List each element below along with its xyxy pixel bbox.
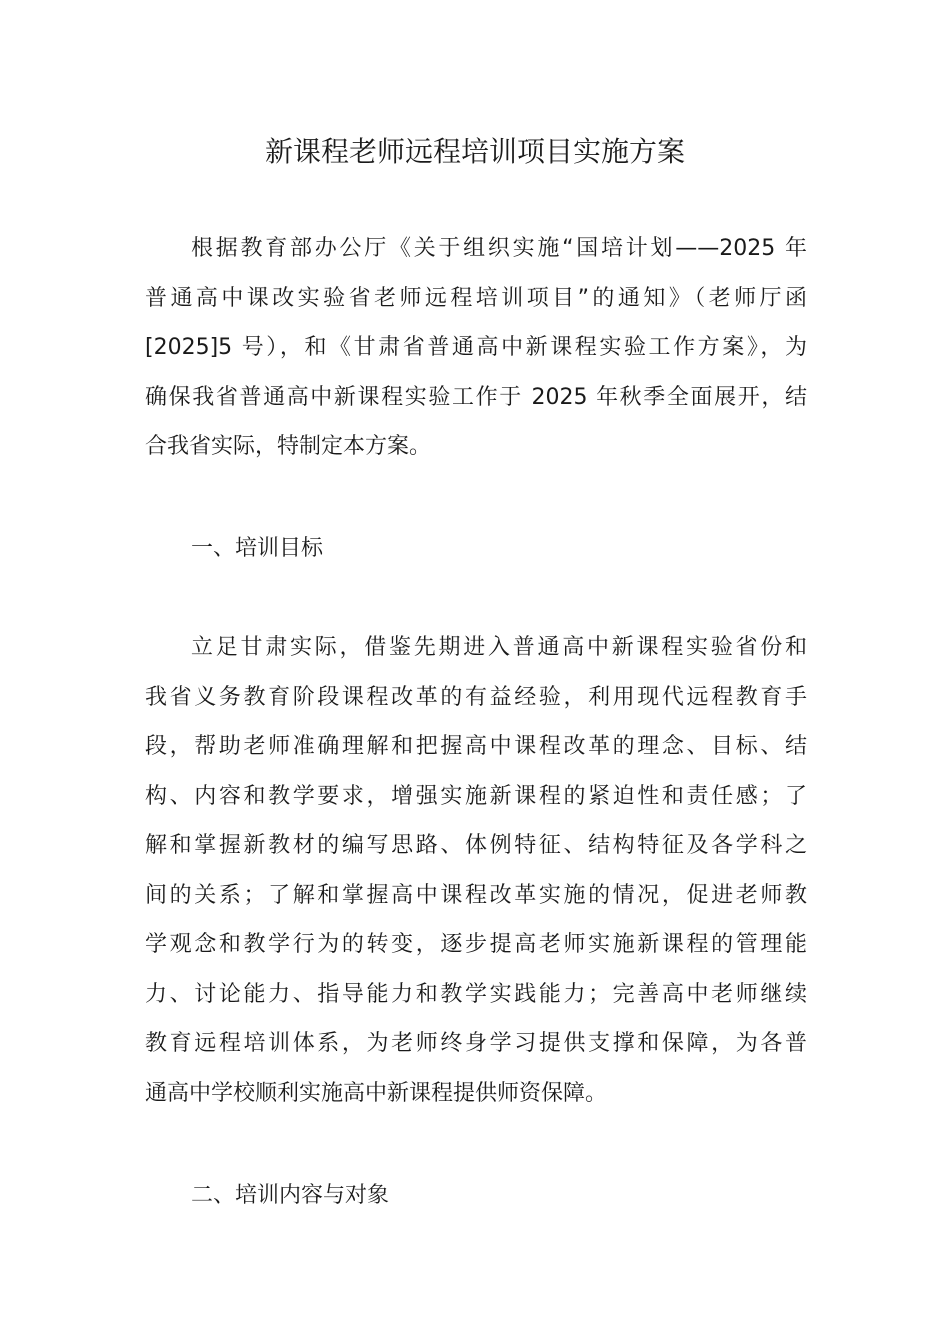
goals-line: 构、内容和教学要求，增强实施新课程的紧迫性和责任感；了 [145, 783, 807, 809]
intro-paragraph [145, 224, 807, 472]
goals-line: 力、讨论能力、指导能力和教学实践能力；完善高中老师继续 [145, 981, 807, 1007]
goals-line: 教育远程培训体系，为老师终身学习提供支撑和保障，为各普 [145, 1031, 807, 1056]
section-heading-content-and-audience: 二、培训内容与对象 [191, 1183, 390, 1208]
goals-line: 间的关系；了解和掌握高中课程改革实施的情况，促进老师教 [145, 882, 807, 908]
goals-line: 立足甘肃实际，借鉴先期进入普通高中新课程实验省份和 [191, 635, 807, 660]
goals-line: 通高中学校顺利实施高中新课程提供师资保障。 [145, 1080, 608, 1106]
goals-line: 段，帮助老师准确理解和把握高中课程改革的理念、目标、结 [145, 734, 807, 759]
goals-line: 解和掌握新教材的编写思路、体例特征、结构特征及各学科之 [145, 833, 807, 858]
intro-line: 确保我省普通高中新课程实验工作于 2025 年秋季全面展开，结 [145, 384, 807, 410]
intro-line: 普通高中课改实验省老师远程培训项目”的通知》（老师厅函 [145, 285, 807, 311]
intro-line: [2025]5 号），和《甘肃省普通高中新课程实验工作方案》，为 [145, 335, 807, 360]
intro-line: 根据教育部办公厅《关于组织实施“国培计划——2025 年 [191, 236, 807, 261]
document-title: 新课程老师远程培训项目实施方案 [264, 135, 685, 168]
intro-line: 合我省实际，特制定本方案。 [145, 434, 432, 459]
training-goals-paragraph [145, 623, 807, 1118]
goals-line: 我省义务教育阶段课程改革的有益经验，利用现代远程教育手 [145, 684, 807, 710]
section-heading-training-goals: 一、培训目标 [191, 536, 324, 561]
goals-line: 学观念和教学行为的转变，逐步提高老师实施新课程的管理能 [145, 932, 807, 957]
